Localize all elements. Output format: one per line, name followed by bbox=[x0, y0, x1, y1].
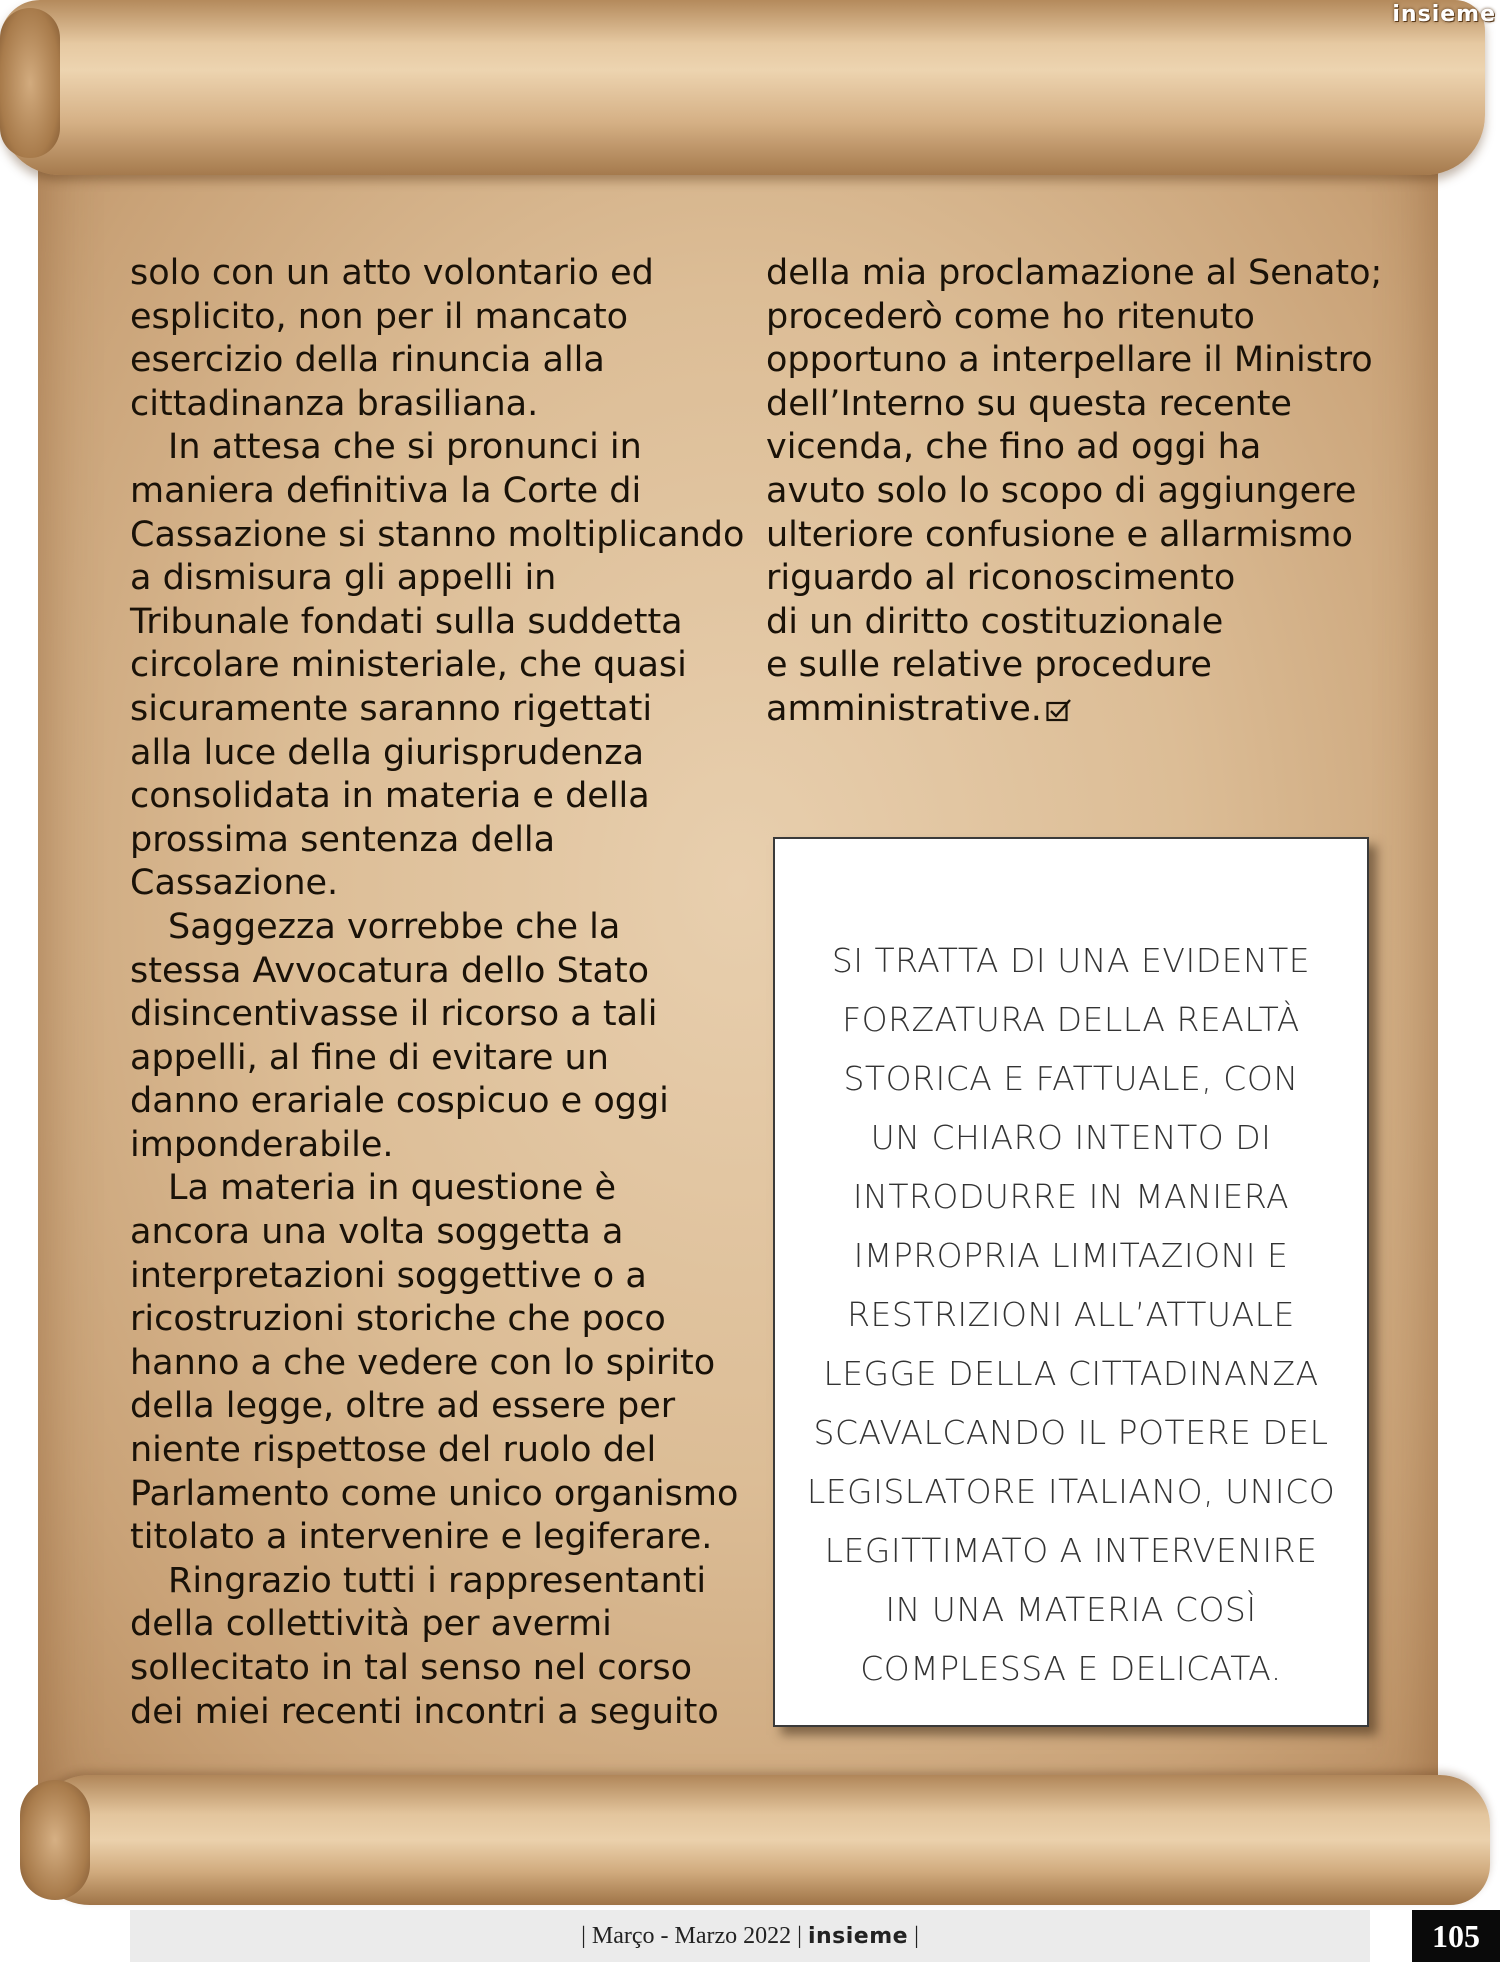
text-line: solo con un atto volontario ed bbox=[130, 253, 654, 293]
page-number: 105 bbox=[1412, 1910, 1500, 1962]
text-line: niente rispettose del ruolo del bbox=[130, 1430, 657, 1471]
text-line: della collettività per avermi bbox=[130, 1604, 612, 1645]
quote-line: IN UNA MATERIA COSÌ bbox=[885, 1590, 1257, 1629]
text-line: hanno a che vedere con lo spirito bbox=[130, 1342, 716, 1383]
scroll-roll-top-end bbox=[0, 8, 60, 158]
text-line: consolidata in materia e della bbox=[130, 776, 650, 817]
quote-line: SCAVALCANDO IL POTERE DEL bbox=[813, 1413, 1329, 1452]
text-line: appelli, al fine di evitare un bbox=[130, 1037, 609, 1078]
text-line: disincentivasse il ricorso a tali bbox=[130, 994, 658, 1035]
text-line: e sulle relative procedure bbox=[766, 645, 1212, 686]
pull-quote-text bbox=[775, 931, 1367, 1698]
text-line: esercizio della rinuncia alla bbox=[130, 340, 605, 381]
footer-bar bbox=[130, 1910, 1370, 1962]
quote-line: RESTRIZIONI ALL’ATTUALE bbox=[847, 1295, 1295, 1334]
text-line: vicenda, che fino ad oggi ha bbox=[766, 427, 1262, 468]
quote-line: SI TRATTA DI UNA EVIDENTE bbox=[831, 941, 1311, 980]
text-line: stessa Avvocatura dello Stato bbox=[130, 950, 650, 991]
footer-brand: insieme bbox=[807, 1924, 909, 1949]
text-line: Saggezza vorrebbe che la bbox=[168, 906, 621, 947]
quote-line: LEGITTIMATO A INTERVENIRE bbox=[824, 1531, 1318, 1570]
text-line: sicuramente saranno rigettati bbox=[130, 688, 653, 729]
text-line: prossima sentenza della bbox=[130, 819, 556, 860]
text-line: La materia in questione è bbox=[168, 1168, 616, 1209]
text-line: esplicito, non per il mancato bbox=[130, 296, 629, 337]
quote-line: STORICA E FATTUALE, CON bbox=[843, 1059, 1299, 1098]
text-line: a dismisura gli appelli in bbox=[130, 558, 557, 599]
article-left-column bbox=[130, 252, 750, 1734]
pull-quote-box bbox=[773, 837, 1369, 1727]
quote-line: FORZATURA DELLA REALTÀ bbox=[842, 1000, 1300, 1039]
text-line: della legge, oltre ad essere per bbox=[130, 1386, 676, 1427]
text-line: riguardo al riconoscimento bbox=[766, 558, 1236, 599]
text-line-last-words: amministrative. bbox=[766, 688, 1042, 729]
quote-line: UN CHIARO INTENTO DI bbox=[870, 1118, 1272, 1157]
header-brand-logo: insieme bbox=[1392, 2, 1496, 27]
text-line: interpretazioni soggettive o a bbox=[130, 1255, 647, 1296]
text-line: cittadinanza brasiliana. bbox=[130, 383, 539, 424]
text-line: alla luce della giurisprudenza bbox=[130, 732, 645, 773]
text-line: sollecitato in tal senso nel corso bbox=[130, 1648, 693, 1688]
text-line: maniera definitiva la Corte di bbox=[130, 470, 642, 511]
quote-line: COMPLESSA E DELICATA. bbox=[860, 1649, 1282, 1688]
quote-line: INTRODURRE IN MANIERA bbox=[852, 1177, 1290, 1216]
text-line: ricostruzioni storiche che poco bbox=[130, 1299, 666, 1340]
footer-separator: | bbox=[914, 1923, 919, 1949]
text-line: imponderabile. bbox=[130, 1124, 394, 1165]
text-line: Cassazione si stanno moltiplicando bbox=[130, 514, 745, 555]
scroll-roll-bottom bbox=[30, 1775, 1490, 1905]
text-line: Tribunale fondati sulla suddetta bbox=[130, 601, 683, 642]
text-line: Cassazione. bbox=[130, 863, 339, 904]
footer-issue-date: | Março - Marzo 2022 | bbox=[581, 1923, 802, 1949]
quote-line: LEGGE DELLA CITTADINANZA bbox=[823, 1354, 1319, 1393]
scroll-roll-bottom-end bbox=[20, 1780, 90, 1900]
text-line: In attesa che si pronunci in bbox=[168, 427, 642, 468]
footer-issue-info bbox=[130, 1910, 1370, 1962]
text-line: ulteriore confusione e allarmismo bbox=[766, 514, 1353, 555]
quote-line: LEGISLATORE ITALIANO, UNICO bbox=[806, 1472, 1336, 1511]
article-right-column bbox=[766, 252, 1386, 732]
text-line: dell’Interno su questa recente bbox=[766, 383, 1292, 424]
text-line: procederò come ho ritenuto bbox=[766, 296, 1255, 337]
scroll-roll-top bbox=[0, 0, 1485, 175]
text-line: della mia proclamazione al Senato; bbox=[766, 253, 1383, 293]
text-line: Parlamento come unico organismo bbox=[130, 1473, 739, 1514]
text-line: danno erariale cospicuo e oggi bbox=[130, 1081, 669, 1122]
text-line: di un diritto costituzionale bbox=[766, 601, 1224, 642]
text-line: Ringrazio tutti i rappresentanti bbox=[168, 1560, 707, 1601]
text-line: avuto solo lo scopo di aggiungere bbox=[766, 470, 1357, 511]
text-line: dei miei recenti incontri a seguito bbox=[130, 1691, 719, 1732]
text-line: circolare ministeriale, che quasi bbox=[130, 645, 687, 686]
check-box-icon bbox=[1046, 698, 1072, 722]
text-line: opportuno a interpellare il Ministro bbox=[766, 340, 1373, 381]
text-line-last bbox=[766, 688, 1386, 732]
quote-line: IMPROPRIA LIMITAZIONI E bbox=[853, 1236, 1289, 1275]
text-line: ancora una volta soggetta a bbox=[130, 1212, 624, 1253]
text-line: titolato a intervenire e legiferare. bbox=[130, 1517, 713, 1558]
